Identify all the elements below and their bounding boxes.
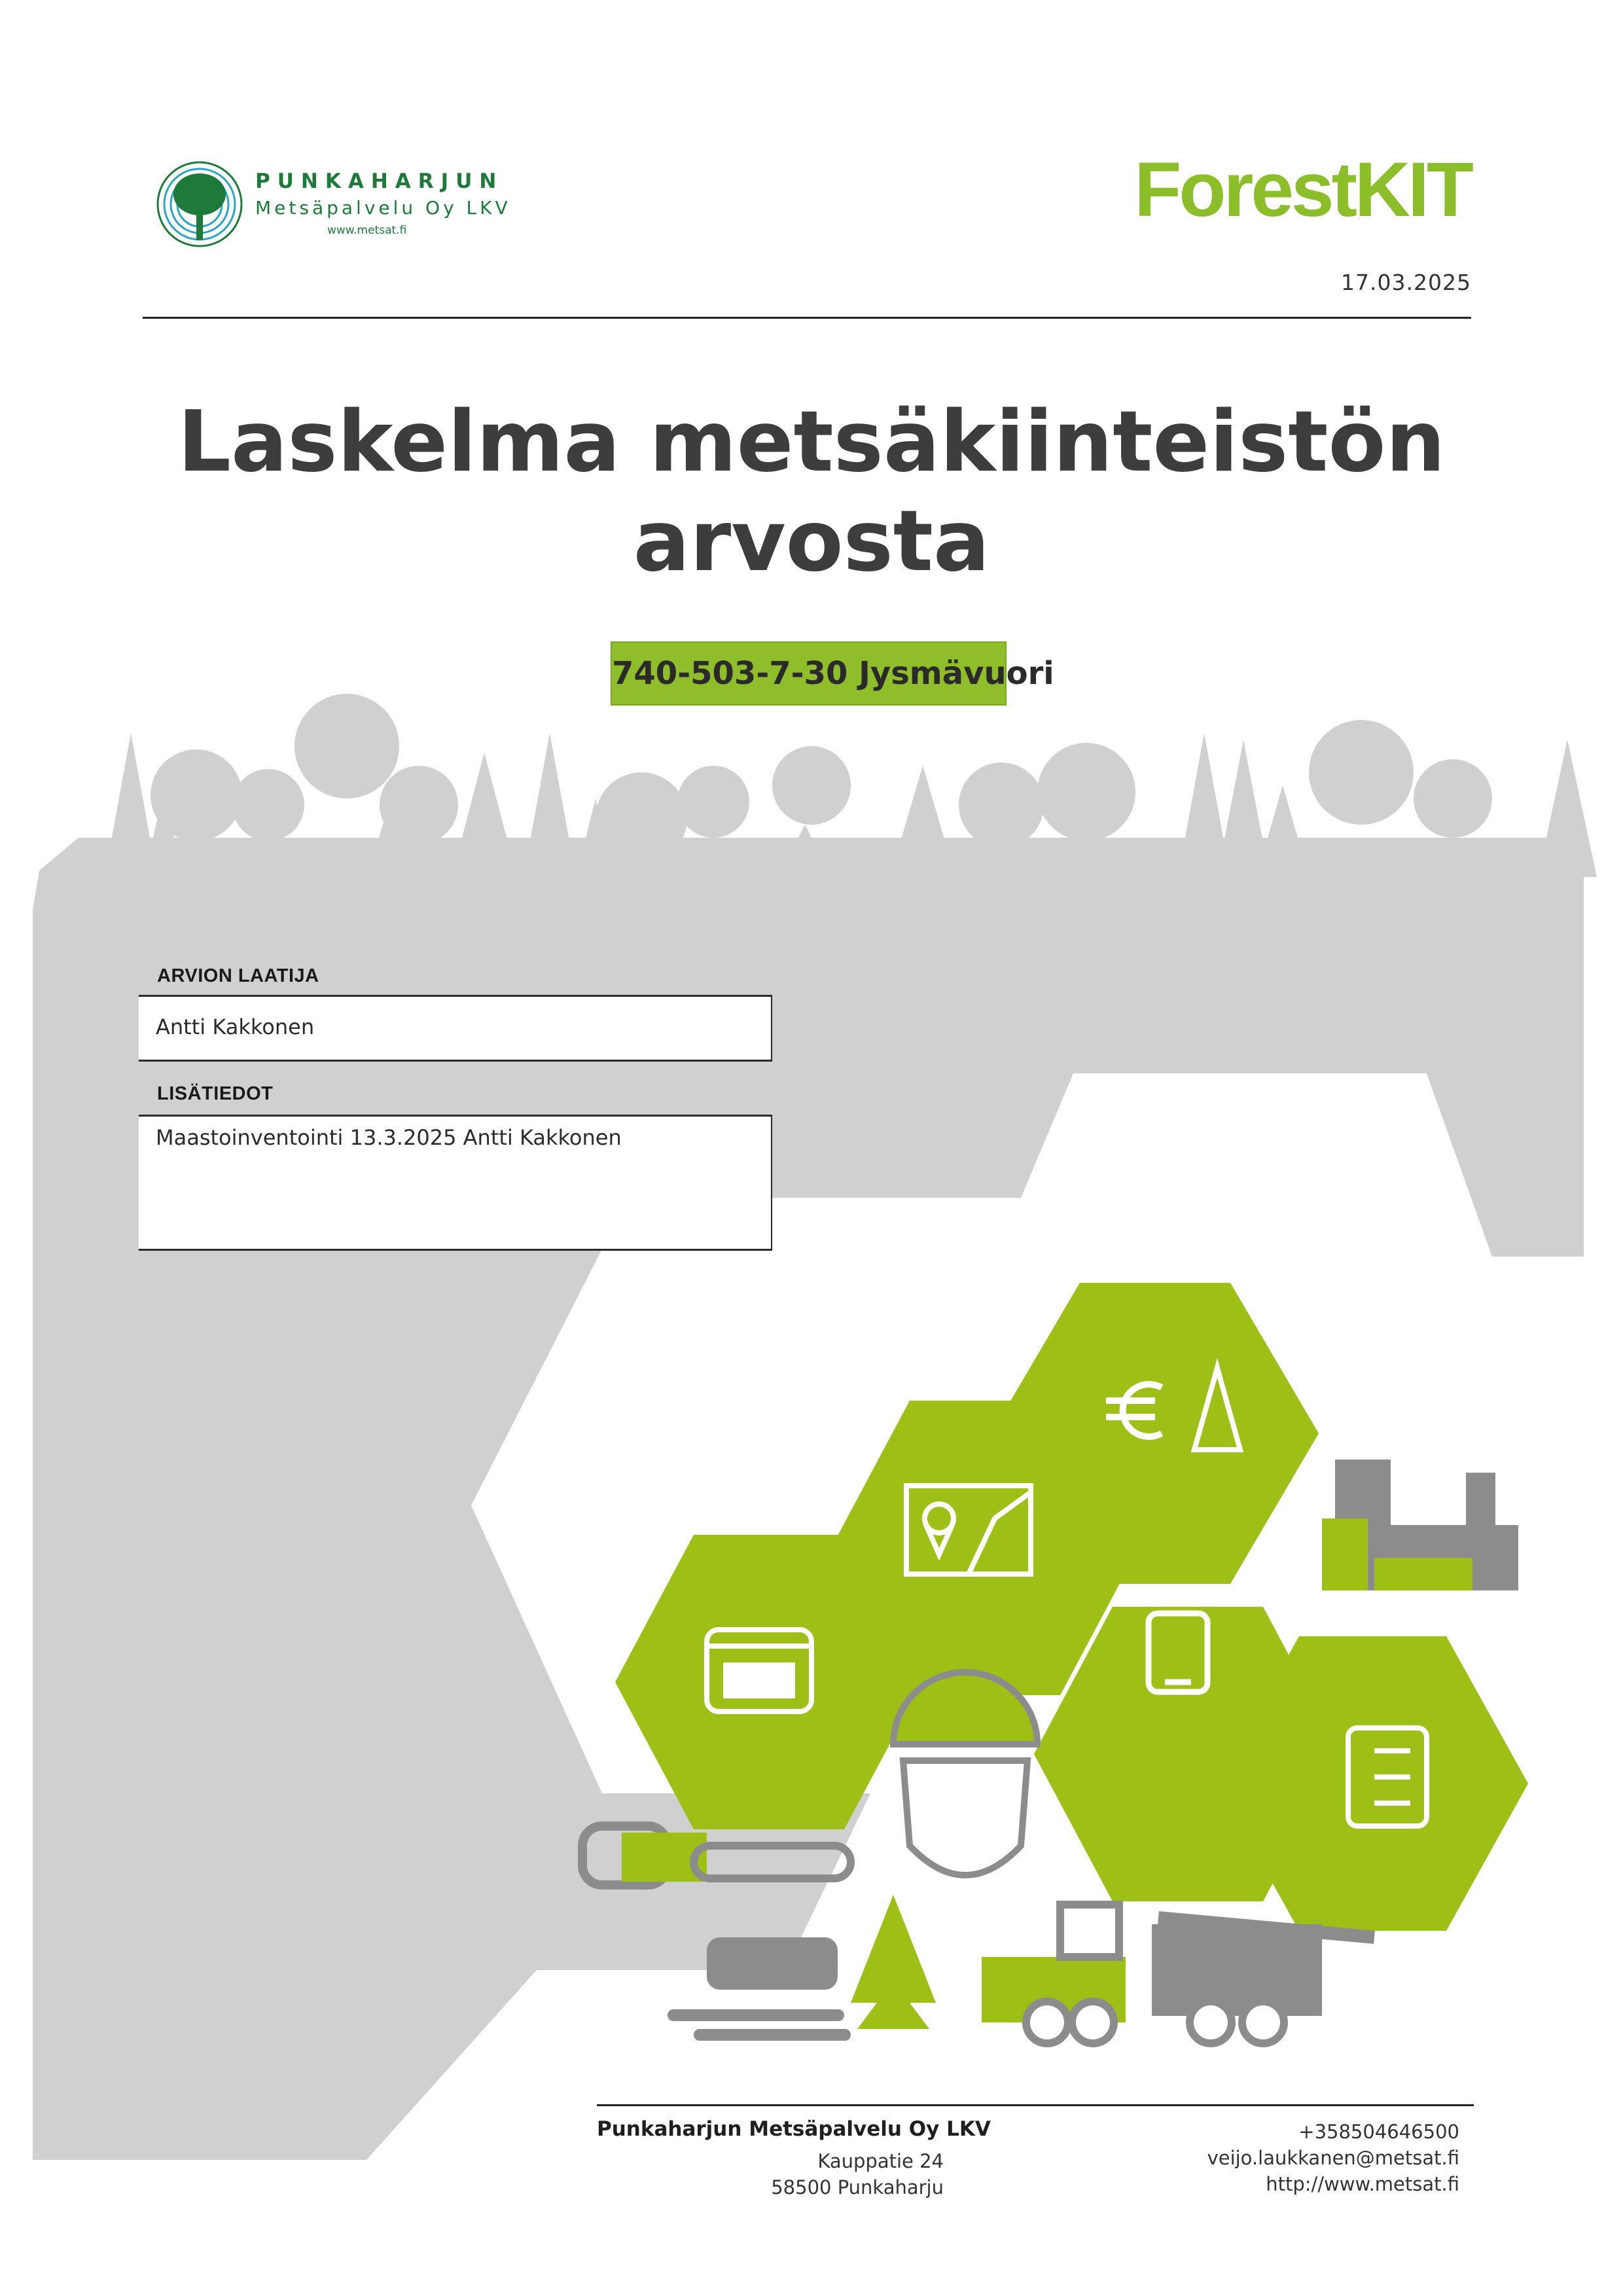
logo-subtitle: Metsäpalvelu Oy LKV [255, 197, 511, 219]
tree-deciduous [380, 766, 458, 844]
page-title [0, 393, 1623, 592]
title-line-2: arvosta [633, 493, 990, 590]
tree-conifer [524, 733, 576, 877]
tree-conifer [1538, 740, 1597, 877]
forwarder-icon [982, 1905, 1374, 2043]
footer-website: http://www.metsat.fi [1266, 2173, 1459, 2195]
tree-deciduous [1309, 720, 1414, 825]
footer-divider [597, 2104, 1474, 2106]
company-logo [156, 160, 522, 249]
spruce-icon [851, 1895, 936, 2029]
tree-conifer [1257, 785, 1309, 877]
footer-email: veijo.laukkanen@metsat.fi [1207, 2147, 1459, 2169]
tree-conifer [890, 766, 955, 877]
header-divider [143, 317, 1471, 319]
footer-company: Punkaharjun Metsäpalvelu Oy LKV [597, 2117, 991, 2141]
tree-deciduous [151, 749, 242, 841]
property-id-badge: 740-503-7-30 Jysmävuori [611, 641, 1007, 706]
author-field: Antti Kakkonen [139, 995, 772, 1062]
helmet-icon [893, 1672, 1037, 1875]
forest-illustration [0, 687, 1623, 2232]
title-line-1: Laskelma metsäkiinteistön [177, 393, 1446, 491]
logo-tree-icon [156, 160, 244, 249]
footer-street: Kauppatie 24 [817, 2150, 944, 2172]
tree-deciduous [232, 769, 304, 841]
footer-city: 58500 Punkaharju [771, 2176, 944, 2198]
logo-name: PUNKAHARJUN [255, 170, 504, 193]
tree-conifer [1217, 740, 1270, 877]
tree-deciduous [1414, 759, 1492, 838]
tree-deciduous [1037, 743, 1135, 841]
additional-info-field: Maastoinventointi 13.3.2025 Antti Kakkonen [139, 1115, 772, 1251]
additional-info-label: LISÄTIEDOT [157, 1083, 274, 1104]
logo-website: www.metsat.fi [327, 224, 407, 237]
factory-icon [1322, 1460, 1518, 1590]
author-label: ARVION LAATIJA [157, 965, 319, 986]
tree-deciduous [677, 766, 749, 838]
tree-deciduous [772, 746, 851, 825]
report-date: 17.03.2025 [1341, 270, 1471, 295]
tree-conifer [452, 753, 517, 877]
tree-deciduous [959, 762, 1044, 848]
tree-deciduous [294, 694, 399, 798]
tree-deciduous [596, 772, 687, 864]
forestkit-brand: ForestKIT [1134, 147, 1471, 233]
footer-phone: +358504646500 [1298, 2121, 1459, 2143]
